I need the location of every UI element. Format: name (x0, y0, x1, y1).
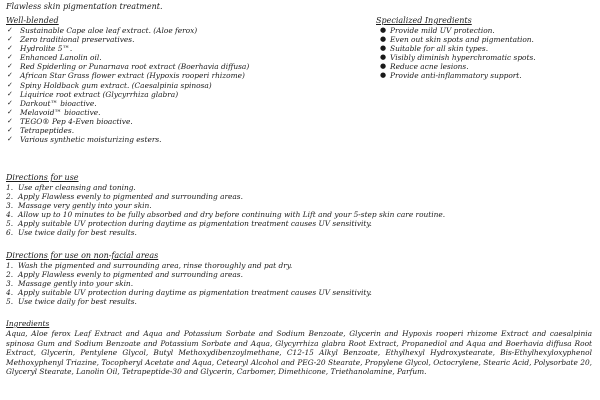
list-item: ✓ Liquirice root extract (Glycyrrhiza glabra) (7, 89, 179, 99)
check-icon: ✓ (7, 62, 13, 71)
step-item: 4. Apply suitable UV protection during daytime as pigmentation treatment causes UV sensitivity. (6, 288, 372, 298)
list-item: ● Suitable for all skin types. (380, 44, 489, 54)
list-item: ✓ Enhanced Lanolin oil. (7, 53, 102, 63)
check-icon: ✓ (7, 135, 13, 144)
directions-heading: Directions for use (6, 173, 79, 182)
list-item: ● Provide anti-inflammatory support. (380, 71, 522, 81)
check-icon: ✓ (7, 98, 13, 107)
list-item: ✓ Darkout™ bioactive. (7, 98, 97, 108)
step-item: 1. Wash the pigmented and surrounding area, rinse thoroughly and pat dry. (6, 261, 293, 270)
step-item: 2. Apply Flawless evenly to pigmented and surrounding areas. (6, 192, 243, 202)
check-icon: ✓ (7, 26, 13, 34)
list-item: ✓ African Star Grass flower extract (Hypoxis rooperi rhizome) (7, 71, 245, 81)
check-icon: ✓ (7, 80, 13, 89)
ingredients-section (6, 318, 592, 376)
list-item: ✓ Various synthetic moisturizing esters. (7, 135, 162, 145)
ingredients-heading: Ingredients (6, 319, 50, 328)
list-item: ✓ TEGO® Pep 4-Even bioactive. (7, 116, 133, 126)
ingredients-text: Aqua, Aloe ferox Leaf Extract and Aqua and Potassium Sorbate and Sodium Benzoate, Glycerin and Hypoxis rooperi rhizome Extract and caesalpinia spinosa Gum and Sodium Benzoate and Potassium Sorbate and Aqua, Glycyrrhiza glabra Root Extract, Propanediol and Aqua and Boerhavia diffusa Root Extract, Glycerin, Pentylene Glycol, Butyl Methoxydibenzoylmethane, C12-15 Alkyl Benzoate, Ethylhexyl Hydroxystearate, Bis-Ethylhexyloxyphenol Methoxyphenyl Triazine, Tocopheryl Acetate and Aqua, Cetearyl Alcohol and PEG-20 Stearate, Propylene Glycol, Octocrylene, Stearic Acid, Polysorbate 20, Glyceryl Stearate, Lanolin Oil, Tetrapeptide-30 and Glycerin, Carbomer, Dimethicone, Triethanolamine, Parfum. (6, 329, 592, 377)
directions-section (6, 173, 596, 238)
bullet-icon: ● (380, 71, 387, 80)
specialized-ingredients-section (376, 16, 596, 81)
well-blended-section (6, 16, 361, 144)
directions-nonfacial-list (6, 261, 596, 306)
intro-text: Flawless skin pigmentation treatment. (6, 2, 163, 11)
list-item: ✓ Sustainable Cape aloe leaf extract. (Aloe ferox) (7, 26, 198, 35)
bullet-icon: ● (380, 35, 387, 44)
check-icon: ✓ (7, 116, 13, 125)
list-item: ● Provide mild UV protection. (380, 26, 495, 35)
check-icon: ✓ (7, 126, 13, 135)
step-item: 5. Apply suitable UV protection during daytime as pigmentation treatment causes UV sensitivity. (6, 219, 372, 229)
check-icon: ✓ (7, 89, 13, 98)
step-item: 3. Massage gently into your skin. (6, 279, 134, 289)
directions-nonfacial-section (6, 251, 596, 306)
check-icon: ✓ (7, 107, 13, 116)
directions-list (6, 183, 596, 238)
list-item: ✓ Tetrapeptides. (7, 126, 75, 136)
list-item: ✓ Spiny Holdback gum extract. (Caesalpinia spinosa) (7, 80, 212, 90)
check-icon: ✓ (7, 35, 13, 44)
check-icon: ✓ (7, 44, 13, 53)
list-item: ✓ Red Spiderling or Punarnava root extract (Boerhavia diffusa) (7, 62, 250, 72)
list-item: ✓ Hydrolite 5™. (7, 44, 73, 54)
step-item: 5. Use twice daily for best results. (6, 297, 137, 307)
step-item: 6. Use twice daily for best results. (6, 228, 137, 238)
list-item: ✓ Zero traditional preservatives. (7, 35, 135, 45)
specialized-heading: Specialized Ingredients (376, 16, 472, 25)
step-item: 1. Use after cleansing and toning. (6, 183, 136, 192)
list-item: ✓ Melavoid™ bioactive. (7, 107, 101, 117)
well-blended-list (6, 26, 361, 144)
check-icon: ✓ (7, 53, 13, 62)
bullet-icon: ● (380, 62, 387, 71)
bullet-icon: ● (380, 53, 387, 62)
step-item: 2. Apply Flawless evenly to pigmented and surrounding areas. (6, 270, 243, 280)
step-item: 3. Massage very gently into your skin. (6, 201, 152, 211)
bullet-icon: ● (380, 26, 387, 34)
check-icon: ✓ (7, 71, 13, 80)
specialized-list (376, 26, 596, 81)
bullet-icon: ● (380, 44, 387, 53)
directions-nonfacial-heading: Directions for use on non-facial areas (6, 251, 159, 260)
list-item: ● Even out skin spots and pigmentation. (380, 35, 534, 45)
list-item: ● Reduce acne lesions. (380, 62, 469, 72)
list-item: ● Visibly diminish hyperchromatic spots. (380, 53, 536, 63)
step-item: 4. Allow up to 10 minutes to be fully absorbed and dry before continuing with Lift and your 5-step skin care routine. (6, 210, 446, 220)
well-blended-heading: Well-blended (6, 16, 59, 25)
